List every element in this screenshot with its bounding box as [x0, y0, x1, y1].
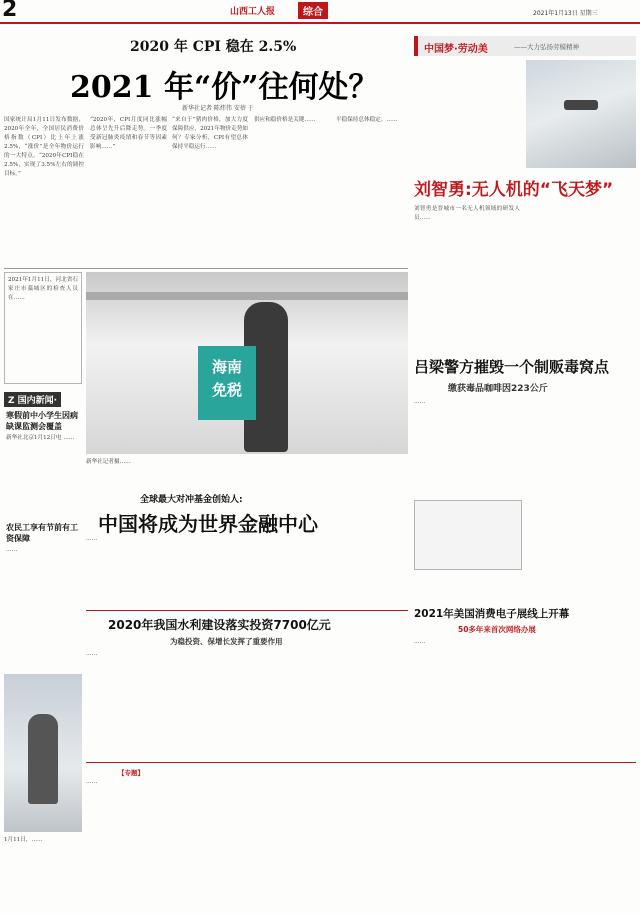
- children-photo: [4, 674, 82, 832]
- luliang-body-2: [526, 500, 636, 600]
- photo-caption: 新华社记者摄……: [86, 459, 131, 465]
- water-body: ……: [86, 651, 98, 657]
- drone-icon: [564, 100, 598, 110]
- news-item-2-body: ……: [6, 547, 18, 553]
- cpi-col-1: 国家统计局1月11日发布数据，2020年全年，全国居民消费价格指数（CPI）比上年上涨2.5%，“涨价”是全年物价运行的一大特点。“2020年CPI稳在2.5%，实现了3.5%左右的调控目标。”: [4, 117, 84, 177]
- cpi-kicker: 2020 年 CPI 稳在 2.5%: [130, 39, 297, 55]
- bottom-col-2: [176, 770, 262, 908]
- masthead: 山西工人报: [230, 7, 276, 17]
- page-number: 2: [2, 0, 18, 22]
- bottom-col-4: [356, 770, 442, 908]
- luliang-sub: 缴获毒品咖啡因223公斤: [448, 384, 548, 394]
- news-item-1-title: 寒假前中小学生因病缺课监测会覆盖: [6, 411, 78, 431]
- bottom-col-1: ……: [86, 779, 98, 785]
- left-intro-box: [4, 272, 82, 384]
- cpi-headline: 2021 年“价”往何处？: [70, 70, 379, 105]
- bottom-rule: [86, 762, 636, 763]
- page-header: [0, 0, 640, 22]
- right-body-2: [526, 205, 636, 345]
- section-tag: 综合: [298, 2, 328, 19]
- left-intro-text: 2021年1月11日，河北省石家庄市藁城区的检查人员在……: [8, 277, 78, 301]
- right-banner: [414, 36, 636, 56]
- luliang-headline: 吕梁警方摧毁一个制贩毒窝点: [414, 358, 610, 376]
- cpi-byline: 新华社记者 陈炜伟 安蓓 于: [182, 105, 254, 112]
- duty-free-sign: [198, 346, 256, 420]
- banner-title: 中国梦·劳动美: [424, 44, 488, 55]
- sign-line-1: 海南: [211, 358, 242, 376]
- right-headline: 刘智勇:无人机的“飞天梦”: [414, 180, 614, 200]
- child-figure: [28, 714, 58, 804]
- water-sub: 为稳投资、保增长发挥了重要作用: [170, 637, 283, 646]
- drone-photo: [526, 60, 636, 168]
- fair-sub: 50多年来首次网络办展: [458, 625, 536, 634]
- bottom-col-3: [266, 770, 352, 908]
- date: 2021年1月13日 星期三: [533, 10, 598, 17]
- mid-headline: 中国将成为世界金融中心: [98, 512, 318, 536]
- cpi-col-4: 供应和稳价格是关键……: [254, 117, 316, 123]
- bottom-box-label: 【专题】: [118, 769, 144, 777]
- luliang-quote-box: [414, 500, 522, 570]
- cpi-col-3: “来自于”猪肉价格，加大力度保障供应，2021年物价走势如何？专家分析，CPI有望总体保持平稳运行……: [172, 117, 248, 150]
- mid-body: ……: [86, 536, 98, 542]
- fair-headline: 2021年美国消费电子展线上开幕: [414, 608, 570, 620]
- water-headline: 2020年我国水利建设落实投资7700亿元: [108, 618, 331, 632]
- sign-line-2: 免税: [211, 381, 242, 399]
- right-body: 刘智勇是晋城市一名无人机领域的研发人员……: [414, 206, 520, 221]
- cpi-col-2: “2020年，CPI月度同比涨幅总体呈先升后降走势。一季度受新冠肺炎疫情和春节等因素影响……”: [90, 117, 167, 150]
- cpi-col-5: 平稳保持总体稳定。……: [336, 117, 398, 123]
- fair-body: ……: [414, 639, 426, 645]
- banner-sub: ——大力弘扬劳模精神: [514, 43, 579, 51]
- right-intro: [414, 60, 522, 168]
- news-item-1-body: 新华社北京1月12日电 ……: [6, 435, 75, 441]
- cpi-bottom-rule: [4, 268, 408, 269]
- duty-free-photo: [86, 272, 408, 454]
- luliang-body: ……: [414, 399, 426, 405]
- shelf-1: [86, 292, 408, 300]
- mid-kicker: 全球最大对冲基金创始人:: [140, 495, 243, 505]
- children-caption: 1月11日，……: [4, 837, 43, 843]
- bottom-col-6: [542, 770, 636, 908]
- news-item-2-title: 农民工享有节前有工资保障: [6, 523, 78, 543]
- bottom-col-5: [446, 770, 538, 908]
- water-rule: [86, 610, 408, 611]
- section-label: Z 国内新闻·: [4, 392, 61, 407]
- header-rule: [0, 22, 640, 24]
